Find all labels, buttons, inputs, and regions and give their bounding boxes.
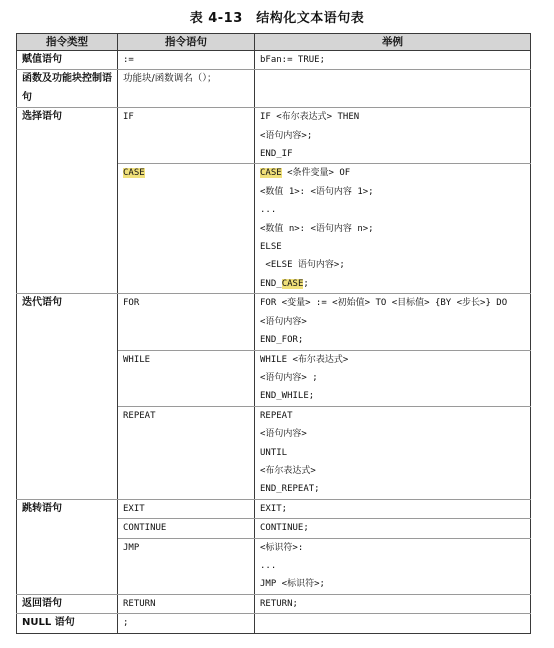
example-line: WHILE <布尔表达式>: [260, 354, 349, 365]
example-line: IF <布尔表达式> THEN: [260, 112, 360, 123]
example-line: bFan:= TRUE;: [260, 55, 326, 65]
statement-cell: :=: [118, 51, 255, 70]
example-line: EXIT;: [260, 503, 288, 514]
example-line: <语句内容>: [260, 316, 307, 327]
example-cell: [255, 164, 531, 294]
example-line: FOR <变量> := <初始值> TO <目标值> {BY <步长>} DO: [260, 298, 508, 309]
statement-cell: EXIT: [118, 499, 255, 518]
table-row: [17, 499, 531, 518]
statement-cell: ;: [118, 614, 255, 633]
table-header-row: [17, 34, 531, 51]
example-cell: [255, 350, 531, 406]
example-cell: [255, 406, 531, 499]
table-row: [17, 538, 531, 594]
example-line: <语句内容>: [260, 429, 307, 440]
statement-cell: 功能块/函数调名（）；: [118, 70, 255, 108]
table-row: [17, 614, 531, 633]
example-cell: [255, 614, 531, 633]
example-line: <布尔表达式>: [260, 465, 316, 476]
example-cell: [255, 519, 531, 538]
table-row: [17, 594, 531, 613]
type-cell: 函数及功能块控制语句: [17, 70, 118, 108]
type-cell: 返回语句: [17, 594, 118, 613]
statement-cell: JMP: [118, 538, 255, 594]
table-row: [17, 294, 531, 350]
example-text: ;: [303, 278, 309, 289]
example-text: <条件变量> OF: [281, 168, 351, 179]
example-line: <ELSE 语句内容>;: [260, 260, 345, 271]
table-row: [17, 51, 531, 70]
example-line: <数值 n>: <语句内容 n>;: [260, 223, 374, 234]
type-cell: 选择语句: [17, 108, 118, 164]
highlighted-keyword: CASE: [281, 278, 304, 289]
statement-cell: WHILE: [118, 350, 255, 406]
statement-cell: CONTINUE: [118, 519, 255, 538]
example-cell: [255, 108, 531, 164]
example-line: REPEAT: [260, 410, 293, 421]
type-cell-empty: [17, 519, 118, 538]
table-row: [17, 406, 531, 499]
example-line: CONTINUE;: [260, 523, 309, 534]
header-statement: 指令语句: [118, 34, 255, 51]
example-line: ELSE: [260, 242, 282, 253]
example-line: RETURN;: [260, 598, 298, 609]
table-row: [17, 164, 531, 294]
example-line: ...: [260, 560, 277, 571]
statement-cell: RETURN: [118, 594, 255, 613]
example-line: <语句内容> ;: [260, 372, 318, 383]
example-line: <数值 1>: <语句内容 1>;: [260, 186, 374, 197]
example-cell: [255, 70, 531, 108]
example-cell: [255, 51, 531, 70]
st-statement-table: [16, 33, 531, 634]
example-line: <语句内容>;: [260, 130, 313, 141]
example-line: END_FOR;: [260, 335, 304, 346]
type-cell: 迭代语句: [17, 294, 118, 350]
type-cell-empty: [17, 350, 118, 406]
type-cell: NULL 语句: [17, 614, 118, 633]
highlighted-keyword: CASE: [123, 168, 145, 179]
type-cell: 赋值语句: [17, 51, 118, 70]
example-line: <标识符>:: [260, 542, 304, 553]
example-line: END_REPEAT;: [260, 484, 320, 495]
statement-cell: FOR: [118, 294, 255, 350]
example-line: END_IF: [260, 149, 293, 160]
table-caption: 表 4-13 结构化文本语句表: [189, 11, 365, 26]
table-row: [17, 108, 531, 164]
example-line: JMP <标识符>;: [260, 579, 325, 590]
header-example: 举例: [255, 34, 531, 51]
statement-cell: IF: [118, 108, 255, 164]
statement-cell: REPEAT: [118, 406, 255, 499]
example-cell: [255, 538, 531, 594]
example-line: UNTIL: [260, 447, 288, 458]
table-row: [17, 350, 531, 406]
example-line: END_WHILE;: [260, 391, 315, 402]
example-text: END_: [260, 278, 282, 289]
example-line: [260, 164, 525, 182]
type-cell: 跳转语句: [17, 499, 118, 518]
table-row: [17, 519, 531, 538]
type-cell-empty: [17, 406, 118, 499]
example-cell: [255, 594, 531, 613]
example-line: [260, 275, 525, 293]
type-cell-empty: [17, 538, 118, 594]
example-line: ...: [260, 205, 277, 216]
statement-cell: [118, 164, 255, 294]
example-cell: [255, 499, 531, 518]
header-type: 指令类型: [17, 34, 118, 51]
highlighted-keyword: CASE: [260, 168, 282, 179]
type-cell-empty: [17, 164, 118, 294]
example-cell: [255, 294, 531, 350]
table-row: [17, 70, 531, 108]
